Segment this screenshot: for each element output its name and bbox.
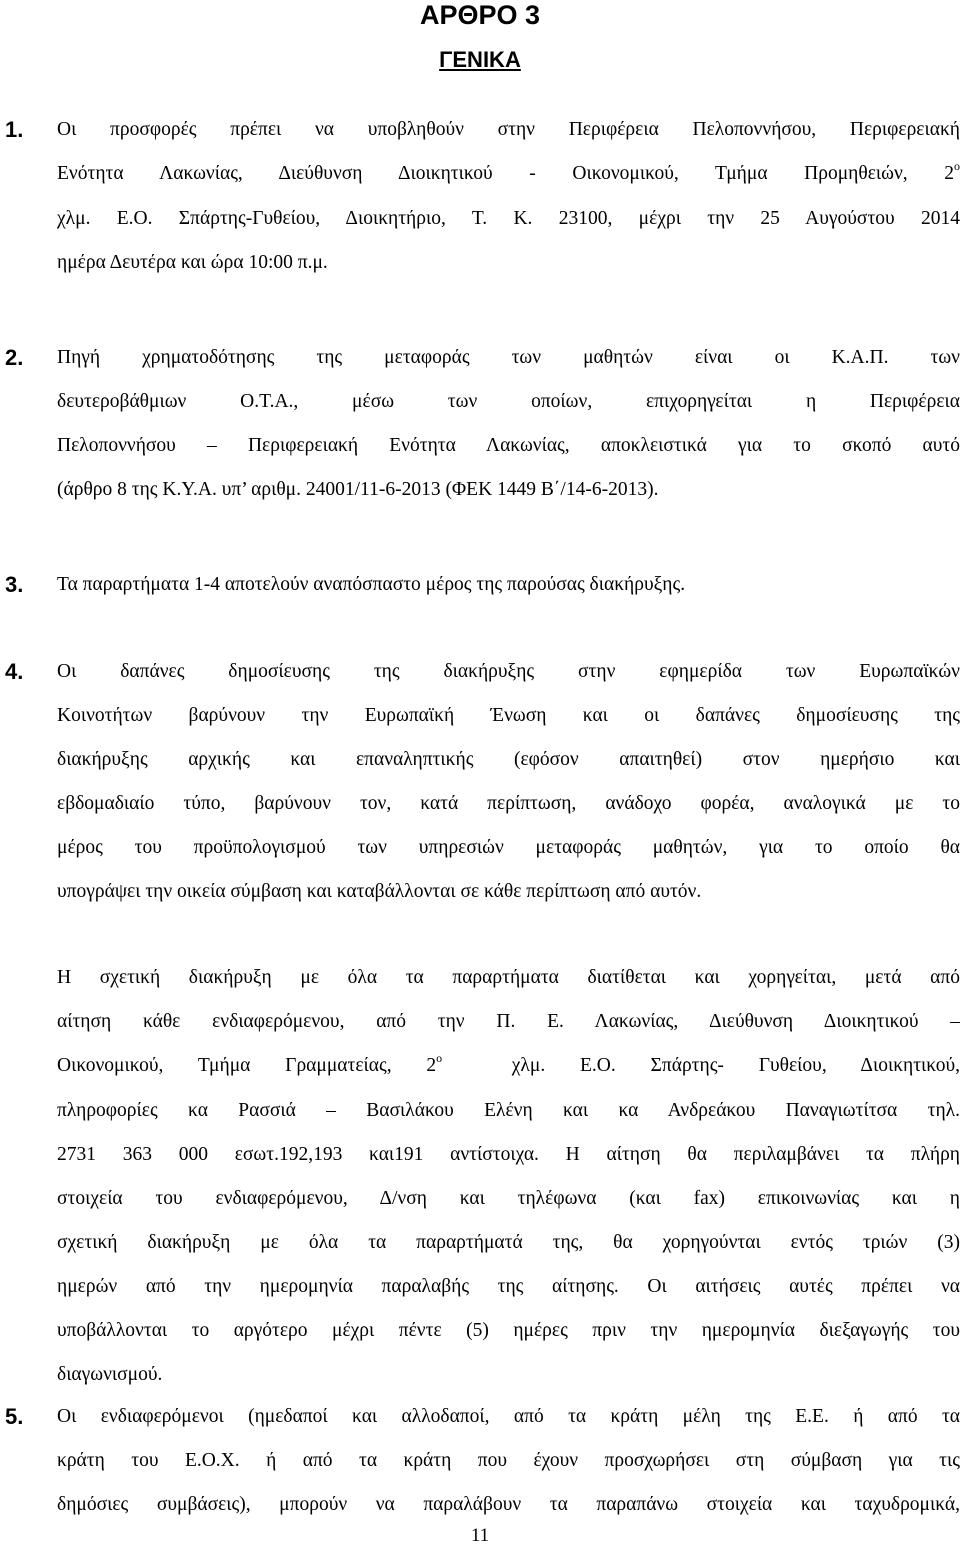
text-line: Οι ενδιαφερόμενοι (ημεδαποί και αλλοδαποί, από τα κράτη μέλη της Ε.Ε. ή από τα [57, 1406, 960, 1427]
text-line: Η σχετική διακήρυξη με όλα τα παραρτήματα διατίθεται και χορηγείται, μετά από [57, 967, 960, 988]
item-number: 4. [5, 659, 24, 684]
item-number: 5. [5, 1404, 24, 1429]
text-line: σχετική διακήρυξη με όλα τα παραρτήματά της, θα χορηγούνται εντός τριών (3) [57, 1232, 960, 1253]
text-line-content: Ενότητα Λακωνίας, Διεύθυνση Διοικητικού - Οικονομικού, Τμήμα Προμηθειών, 2 [57, 163, 954, 184]
text-line: διαγωνισμού. [57, 1364, 163, 1385]
text-line: Κοινοτήτων βαρύνουν την Ευρωπαϊκή Ένωση και οι δαπάνες δημοσίευσης της [57, 705, 960, 726]
paragraph-2 [57, 336, 960, 512]
item-number: 1. [5, 117, 24, 142]
text-line-tail: χλμ. Ε.Ο. Σπάρτης- Γυθείου, Διοικητικού, [511, 1055, 960, 1076]
text-line-content: Οικονομικού, Τμήμα Γραμματείας, 2 [57, 1055, 437, 1076]
text-line: εβδομαδιαίο τύπο, βαρύνουν τον, κατά περίπτωση, ανάδοχο φορέα, αναλογικά με το [57, 793, 960, 814]
text-line [57, 152, 960, 197]
item-number: 2. [5, 345, 24, 370]
text-line: υπογράψει την οικεία σύμβαση και καταβάλλονται σε κάθε περίπτωση από αυτόν. [57, 881, 702, 902]
text-line: κράτη του Ε.Ο.Χ. ή από τα κράτη που έχουν προσχωρήσει στη σύμβαση για τις [57, 1450, 960, 1471]
text-line: στοιχεία του ενδιαφερόμενου, Δ/νση και τηλέφωνα (και fax) επικοινωνίας και η [57, 1188, 960, 1209]
paragraph-4 [57, 650, 960, 914]
text-line: μέρος του προϋπολογισμού των υπηρεσιών μεταφοράς μαθητών, για το οποίο θα [57, 837, 960, 858]
text-line: αίτηση κάθε ενδιαφερόμενου, από την Π. Ε. Λακωνίας, Διεύθυνση Διοικητικού – [57, 1011, 960, 1032]
paragraph-4-continued [57, 956, 960, 1397]
text-line: Οι προσφορές πρέπει να υποβληθούν στην Περιφέρεια Πελοποννήσου, Περιφερειακή [57, 119, 960, 140]
item-number: 3. [5, 572, 24, 597]
text-line [57, 1044, 960, 1089]
text-line: χλμ. Ε.Ο. Σπάρτης-Γυθείου, Διοικητήριο, Τ. Κ. 23100, μέχρι την 25 Αυγούστου 2014 [57, 208, 960, 229]
paragraph-1 [57, 108, 960, 285]
text-line: δευτεροβάθμιων Ο.Τ.Α., μέσω των οποίων, επιχορηγείται η Περιφέρεια [57, 391, 960, 412]
text-line: 2731 363 000 εσωτ.192,193 και191 αντίστοιχα. Η αίτηση θα περιλαμβάνει τα πλήρη [57, 1144, 960, 1165]
page-number: 11 [470, 1525, 490, 1546]
text-line: Πελοποννήσου – Περιφερειακή Ενότητα Λακωνίας, αποκλειστικά για το σκοπό αυτό [57, 435, 960, 456]
text-line: πληροφορίες κα Ρασσιά – Βασιλάκου Ελένη και κα Ανδρεάκου Παναγιωτίτσα τηλ. [57, 1100, 960, 1121]
text-line: (άρθρο 8 της Κ.Υ.Α. υπ’ αριθμ. 24001/11-6-2013 (ΦΕΚ 1449 Β΄/14-6-2013). [57, 479, 659, 500]
text-line: Οι δαπάνες δημοσίευσης της διακήρυξης στην εφημερίδα των Ευρωπαϊκών [57, 661, 960, 682]
superscript-o: ο [954, 159, 960, 173]
paragraph-3 [57, 563, 960, 607]
text-line: διακήρυξης αρχικής και επαναληπτικής (εφόσον απαιτηθεί) στον ημερήσιο και [57, 749, 960, 770]
text-line: δημόσιες συμβάσεις), μπορούν να παραλάβουν τα παραπάνω στοιχεία και ταχυδρομικά, [57, 1494, 960, 1515]
text-line: Πηγή χρηματοδότησης της μεταφοράς των μαθητών είναι οι Κ.Α.Π. των [57, 347, 960, 368]
superscript-o: ο [436, 1051, 443, 1065]
text-line: ημερών από την ημερομηνία παραλαβής της αίτησης. Οι αιτήσεις αυτές πρέπει να [57, 1276, 960, 1297]
article-title: ΑΡΘΡΟ 3 [419, 0, 541, 30]
section-subtitle: ΓΕΝΙΚΑ [439, 47, 521, 72]
text-line: υποβάλλονται το αργότερο μέχρι πέντε (5) ημέρες πριν την ημερομηνία διεξαγωγής του [57, 1320, 960, 1341]
paragraph-5 [57, 1395, 960, 1527]
text-line: Τα παραρτήματα 1-4 αποτελούν αναπόσπαστο μέρος της παρούσας διακήρυξης. [57, 574, 686, 595]
text-line: ημέρα Δευτέρα και ώρα 10:00 π.μ. [57, 252, 328, 273]
